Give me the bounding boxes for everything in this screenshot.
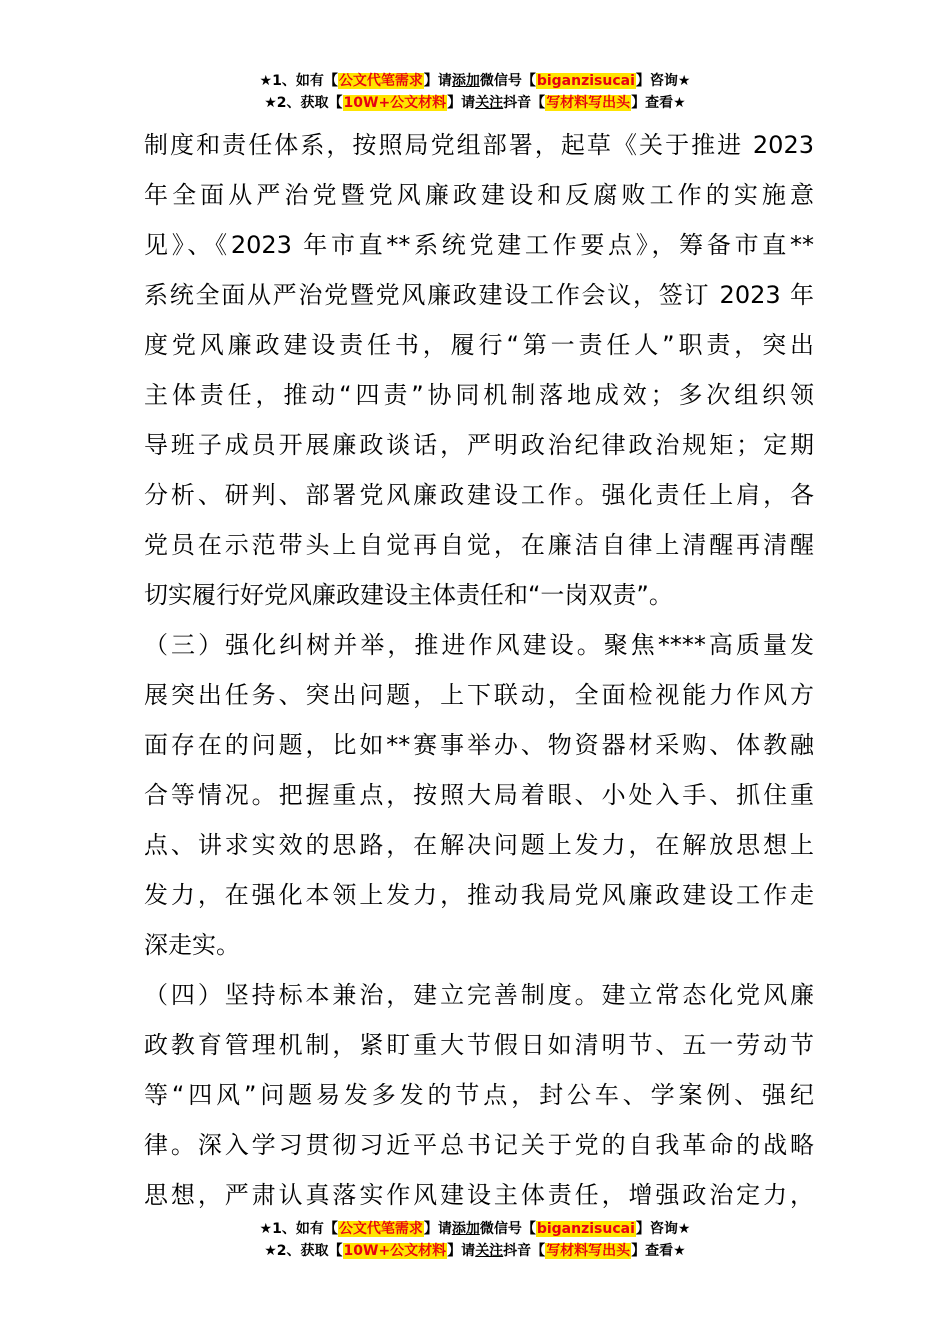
banner-text: ★1、如有【 bbox=[259, 1221, 338, 1237]
text-line: 年全面从严治党暨党风廉政建设和反腐败工作的实施意 bbox=[144, 181, 814, 209]
text-line: 思想，严肃认真落实作风建设主体责任，增强政治定力， bbox=[144, 1181, 814, 1209]
text-line: 切实履行好党风廉政建设主体责任和“一岗双责”。 bbox=[144, 581, 673, 609]
footer-banner-line-2 bbox=[0, 1240, 950, 1262]
banner-underlined: 关注 bbox=[475, 95, 504, 111]
paragraph-2 bbox=[144, 620, 814, 970]
banner-text: 】咨询★ bbox=[635, 1221, 691, 1237]
paragraph-3 bbox=[144, 970, 814, 1220]
banner-highlight: 公文代笔需求 bbox=[338, 1221, 423, 1237]
banner-douyin-id: 写材料写出头 bbox=[546, 1243, 631, 1259]
banner-highlight: 公文代笔需求 bbox=[338, 73, 423, 89]
text-line: 党员在示范带头上自觉再自觉，在廉洁自律上清醒再清醒 bbox=[144, 531, 814, 559]
text-line: 系统全面从严治党暨党风廉政建设工作会议，签订 2023 年 bbox=[144, 281, 814, 309]
text-line: 点、讲求实效的思路，在解决问题上发力，在解放思想上 bbox=[144, 831, 814, 859]
banner-underlined: 添加 bbox=[451, 73, 480, 89]
header-banner bbox=[0, 70, 950, 114]
banner-text: 】请 bbox=[447, 1243, 476, 1259]
text-line: 导班子成员开展廉政谈话，严明政治纪律政治规矩；定期 bbox=[144, 431, 814, 459]
banner-highlight: 10W+公文材料 bbox=[343, 1243, 447, 1259]
banner-text: 抖音【 bbox=[503, 95, 546, 111]
banner-text: 】查看★ bbox=[631, 1243, 686, 1259]
paragraph-1 bbox=[144, 120, 814, 620]
text-line: （四）坚持标本兼治，建立完善制度。建立常态化党风廉 bbox=[144, 981, 814, 1009]
text-line: 展突出任务、突出问题，上下联动，全面检视能力作风方 bbox=[144, 681, 814, 709]
banner-text: 】咨询★ bbox=[635, 73, 691, 89]
banner-text: 】请 bbox=[423, 1221, 452, 1237]
footer-banner-line-1 bbox=[0, 1218, 950, 1240]
banner-text: 微信号【 bbox=[479, 1221, 536, 1237]
text-line: 见》、《2023 年市直**系统党建工作要点》，筹备市直** bbox=[144, 231, 814, 259]
text-line: 政教育管理机制，紧盯重大节假日如清明节、五一劳动节 bbox=[144, 1031, 814, 1059]
header-banner-line-1 bbox=[0, 70, 950, 92]
banner-douyin-id: 写材料写出头 bbox=[546, 95, 631, 111]
text-line: （三）强化纠树并举，推进作风建设。聚焦****高质量发 bbox=[144, 631, 814, 659]
banner-text: ★2、获取【 bbox=[264, 95, 343, 111]
banner-text: 抖音【 bbox=[503, 1243, 546, 1259]
text-line: 等“四风”问题易发多发的节点，封公车、学案例、强纪 bbox=[144, 1081, 814, 1109]
banner-text: ★2、获取【 bbox=[264, 1243, 343, 1259]
text-line: 制度和责任体系，按照局党组部署，起草《关于推进 2023 bbox=[144, 131, 814, 159]
banner-wechat-id: biganzisucai bbox=[536, 1221, 635, 1237]
text-line: 面存在的问题，比如**赛事举办、物资器材采购、体教融 bbox=[144, 731, 814, 759]
banner-wechat-id: biganzisucai bbox=[536, 73, 635, 89]
document-body bbox=[144, 120, 814, 1220]
banner-text: 微信号【 bbox=[479, 73, 536, 89]
banner-highlight: 10W+公文材料 bbox=[343, 95, 447, 111]
text-line: 分析、研判、部署党风廉政建设工作。强化责任上肩，各 bbox=[144, 481, 814, 509]
banner-text: 】请 bbox=[423, 73, 452, 89]
banner-text: 】查看★ bbox=[631, 95, 686, 111]
text-line: 发力，在强化本领上发力，推动我局党风廉政建设工作走 bbox=[144, 881, 814, 909]
header-banner-line-2 bbox=[0, 92, 950, 114]
text-line: 度党风廉政建设责任书，履行“第一责任人”职责，突出 bbox=[144, 331, 814, 359]
text-line: 深走实。 bbox=[144, 931, 240, 959]
banner-underlined: 关注 bbox=[475, 1243, 504, 1259]
text-line: 律。深入学习贯彻习近平总书记关于党的自我革命的战略 bbox=[144, 1131, 814, 1159]
footer-banner bbox=[0, 1218, 950, 1262]
banner-text: 】请 bbox=[447, 95, 476, 111]
banner-text: ★1、如有【 bbox=[259, 73, 338, 89]
banner-underlined: 添加 bbox=[451, 1221, 480, 1237]
text-line: 主体责任，推动“四责”协同机制落地成效；多次组织领 bbox=[144, 381, 814, 409]
text-line: 合等情况。把握重点，按照大局着眼、小处入手、抓住重 bbox=[144, 781, 814, 809]
